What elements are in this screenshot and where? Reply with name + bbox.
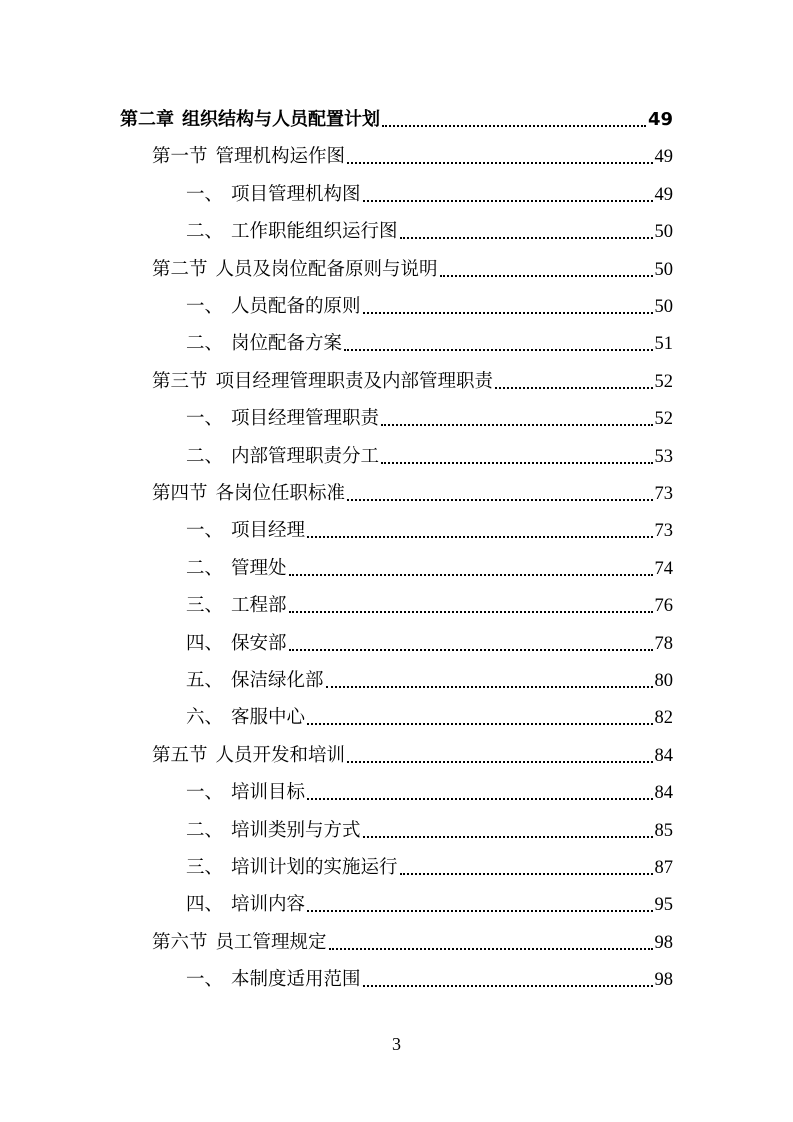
toc-entry-title: 人员开发和培训 bbox=[215, 744, 346, 766]
toc-entry-title: 培训内容 bbox=[231, 894, 306, 916]
toc-entry-label bbox=[152, 371, 493, 393]
toc-dot-leader bbox=[329, 948, 653, 950]
toc-subsection-entry[interactable] bbox=[186, 400, 673, 430]
toc-entry-title: 员工管理规定 bbox=[215, 931, 327, 953]
toc-dot-leader bbox=[440, 275, 653, 277]
toc-entry-number: 二、 bbox=[186, 221, 224, 243]
toc-subsection-entry[interactable] bbox=[186, 699, 673, 729]
toc-entry-number: 第三节 bbox=[152, 370, 208, 392]
toc-entry-page: 80 bbox=[654, 671, 673, 691]
toc-entry-number: 二、 bbox=[186, 445, 224, 467]
toc-entry-title: 管理机构运作图 bbox=[215, 146, 346, 168]
toc-entry-title: 工程部 bbox=[231, 595, 287, 617]
toc-subsection-entry[interactable] bbox=[186, 325, 673, 355]
toc-entry-page: 51 bbox=[654, 334, 673, 355]
toc-entry-label bbox=[186, 184, 361, 206]
toc-entry-label bbox=[186, 408, 379, 430]
toc-entry-title: 内部管理职责分工 bbox=[231, 445, 380, 467]
toc-entry-title: 保洁绿化部 bbox=[231, 670, 324, 691]
page-number-footer: 3 bbox=[392, 1034, 401, 1054]
toc-entry-title: 保安部 bbox=[231, 632, 287, 654]
toc-dot-leader bbox=[307, 798, 652, 800]
toc-entry-label bbox=[186, 221, 398, 243]
toc-entry-label bbox=[152, 745, 345, 767]
toc-entry-page: 85 bbox=[654, 820, 673, 841]
toc-subsection-entry[interactable] bbox=[186, 288, 673, 318]
toc-entry-page: 98 bbox=[654, 970, 673, 991]
toc-section-entry[interactable] bbox=[152, 251, 673, 281]
toc-entry-number: 一、 bbox=[186, 520, 224, 542]
toc-dot-leader bbox=[347, 499, 652, 501]
toc-section-entry[interactable] bbox=[152, 924, 673, 954]
toc-entry-page: 50 bbox=[654, 297, 673, 317]
toc-entry-page: 98 bbox=[654, 932, 673, 953]
toc-dot-leader bbox=[289, 611, 653, 613]
toc-entry-title: 人员配备的原则 bbox=[231, 296, 361, 317]
toc-entry-page: 52 bbox=[654, 371, 673, 392]
toc-subsection-entry[interactable] bbox=[186, 625, 673, 655]
toc-entry-page: 49 bbox=[654, 184, 673, 205]
toc-entry-number: 二、 bbox=[186, 557, 224, 579]
toc-entry-page: 76 bbox=[654, 596, 673, 617]
toc-entry-title: 岗位配备方案 bbox=[231, 333, 343, 355]
toc-entry-label bbox=[186, 820, 361, 842]
toc-section-entry[interactable] bbox=[152, 475, 673, 505]
toc-entry-label bbox=[186, 558, 287, 580]
toc-entry-page: 84 bbox=[654, 745, 673, 766]
toc-entry-label bbox=[186, 520, 305, 542]
toc-entry-label bbox=[186, 782, 305, 804]
toc-chapter-entry[interactable] bbox=[120, 101, 673, 131]
toc-dot-leader bbox=[363, 200, 653, 202]
toc-entry-number: 三、 bbox=[186, 857, 224, 878]
toc-entry-label bbox=[186, 969, 361, 991]
toc-dot-leader bbox=[344, 349, 652, 351]
toc-subsection-entry[interactable] bbox=[186, 886, 673, 916]
toc-entry-title: 项目经理管理职责 bbox=[231, 408, 380, 430]
toc-entry-page: 73 bbox=[654, 521, 673, 542]
toc-entry-number: 第五节 bbox=[152, 744, 208, 766]
toc-entry-label bbox=[186, 857, 398, 879]
toc-subsection-entry[interactable] bbox=[186, 550, 673, 580]
toc-entry-number: 二、 bbox=[186, 333, 224, 355]
toc-subsection-entry[interactable] bbox=[186, 213, 673, 243]
toc-entry-label bbox=[186, 296, 361, 318]
toc-subsection-entry[interactable] bbox=[186, 849, 673, 879]
toc-entry-title: 培训目标 bbox=[231, 782, 306, 804]
toc-section-entry[interactable] bbox=[152, 737, 673, 767]
toc-entry-number: 一、 bbox=[186, 296, 224, 317]
toc-dot-leader bbox=[381, 462, 652, 464]
toc-dot-leader bbox=[400, 873, 653, 875]
toc-entry-label bbox=[152, 259, 438, 281]
toc-dot-leader bbox=[307, 536, 652, 538]
toc-dot-leader bbox=[400, 237, 653, 239]
toc-entry-title: 组织结构与人员配置计划 bbox=[182, 109, 380, 130]
toc-entry-page: 95 bbox=[654, 895, 673, 916]
toc-dot-leader bbox=[307, 910, 652, 912]
toc-entry-page: 50 bbox=[654, 222, 673, 243]
toc-subsection-entry[interactable] bbox=[186, 662, 673, 692]
toc-dot-leader bbox=[347, 162, 652, 164]
toc-dot-leader bbox=[289, 574, 653, 576]
toc-entry-label bbox=[120, 109, 380, 131]
toc-entry-title: 各岗位任职标准 bbox=[215, 483, 346, 504]
toc-entry-page: 73 bbox=[654, 484, 673, 504]
toc-entry-label bbox=[186, 633, 287, 655]
toc-entry-page: 49 bbox=[654, 147, 673, 168]
toc-entry-label bbox=[186, 595, 287, 617]
toc-entry-title: 项目经理 bbox=[231, 520, 306, 542]
toc-entry-page: 50 bbox=[654, 259, 673, 280]
toc-entry-label bbox=[152, 483, 345, 505]
toc-subsection-entry[interactable] bbox=[186, 774, 673, 804]
toc-dot-leader bbox=[289, 649, 653, 651]
toc-entry-page: 53 bbox=[654, 446, 673, 467]
toc-entry-title: 管理处 bbox=[231, 557, 287, 579]
toc-entry-number: 五、 bbox=[186, 670, 224, 691]
toc-entry-label bbox=[186, 333, 342, 355]
toc-entry-number: 六、 bbox=[186, 707, 224, 729]
toc-entry-number: 一、 bbox=[186, 183, 224, 205]
toc-section-entry[interactable] bbox=[152, 363, 673, 393]
toc-entry-label bbox=[186, 894, 305, 916]
toc-dot-leader bbox=[363, 312, 653, 314]
toc-entry-page: 87 bbox=[654, 858, 673, 878]
toc-entry-title: 人员及岗位配备原则与说明 bbox=[215, 258, 438, 280]
toc-entry-label bbox=[186, 707, 305, 729]
toc-subsection-entry[interactable] bbox=[186, 176, 673, 206]
toc-subsection-entry[interactable] bbox=[186, 961, 673, 991]
toc-entry-title: 工作职能组织运行图 bbox=[231, 221, 398, 243]
toc-entry-page: 84 bbox=[654, 783, 673, 804]
toc-dot-leader bbox=[363, 836, 653, 838]
toc-dot-leader bbox=[382, 125, 646, 127]
toc-subsection-entry[interactable] bbox=[186, 512, 673, 542]
toc-entry-title: 本制度适用范围 bbox=[231, 969, 361, 991]
toc-entry-label bbox=[186, 670, 324, 692]
toc-entry-page: 82 bbox=[654, 708, 673, 729]
toc-entry-number: 第二章 bbox=[120, 109, 174, 130]
toc-entry-label bbox=[186, 446, 379, 468]
toc-entry-page: 52 bbox=[654, 409, 673, 430]
toc-entry-page: 49 bbox=[647, 109, 673, 130]
toc-dot-leader bbox=[347, 761, 652, 763]
toc-entry-number: 第六节 bbox=[152, 931, 208, 953]
toc-entry-number: 一、 bbox=[186, 408, 224, 430]
toc-entry-title: 项目管理机构图 bbox=[231, 183, 361, 205]
toc-entry-number: 第二节 bbox=[152, 258, 208, 280]
toc-entry-number: 二、 bbox=[186, 819, 224, 841]
toc-subsection-entry[interactable] bbox=[186, 587, 673, 617]
toc-entry-label bbox=[152, 932, 327, 954]
toc-subsection-entry[interactable] bbox=[186, 438, 673, 468]
toc-entry-number: 第一节 bbox=[152, 146, 208, 168]
toc-entry-number: 第四节 bbox=[152, 483, 208, 504]
toc-dot-leader bbox=[495, 387, 652, 389]
toc-entry-number: 一、 bbox=[186, 782, 224, 804]
toc-entry-title: 客服中心 bbox=[231, 707, 306, 729]
toc-dot-leader bbox=[326, 686, 653, 688]
toc-entry-number: 三、 bbox=[186, 595, 224, 617]
toc-entry-number: 四、 bbox=[186, 632, 224, 654]
toc-dot-leader bbox=[381, 424, 652, 426]
toc-subsection-entry[interactable] bbox=[186, 812, 673, 842]
toc-dot-leader bbox=[307, 723, 652, 725]
toc-entry-title: 项目经理管理职责及内部管理职责 bbox=[215, 370, 494, 392]
toc-entry-title: 培训计划的实施运行 bbox=[231, 857, 398, 878]
toc-entry-page: 78 bbox=[654, 633, 673, 654]
toc-dot-leader bbox=[363, 985, 653, 987]
toc-entry-number: 一、 bbox=[186, 969, 224, 991]
toc-entry-label bbox=[152, 146, 345, 168]
toc-section-entry[interactable] bbox=[152, 138, 673, 168]
toc-entry-title: 培训类别与方式 bbox=[231, 819, 361, 841]
toc-entry-page: 74 bbox=[654, 558, 673, 579]
toc-entry-number: 四、 bbox=[186, 894, 224, 916]
